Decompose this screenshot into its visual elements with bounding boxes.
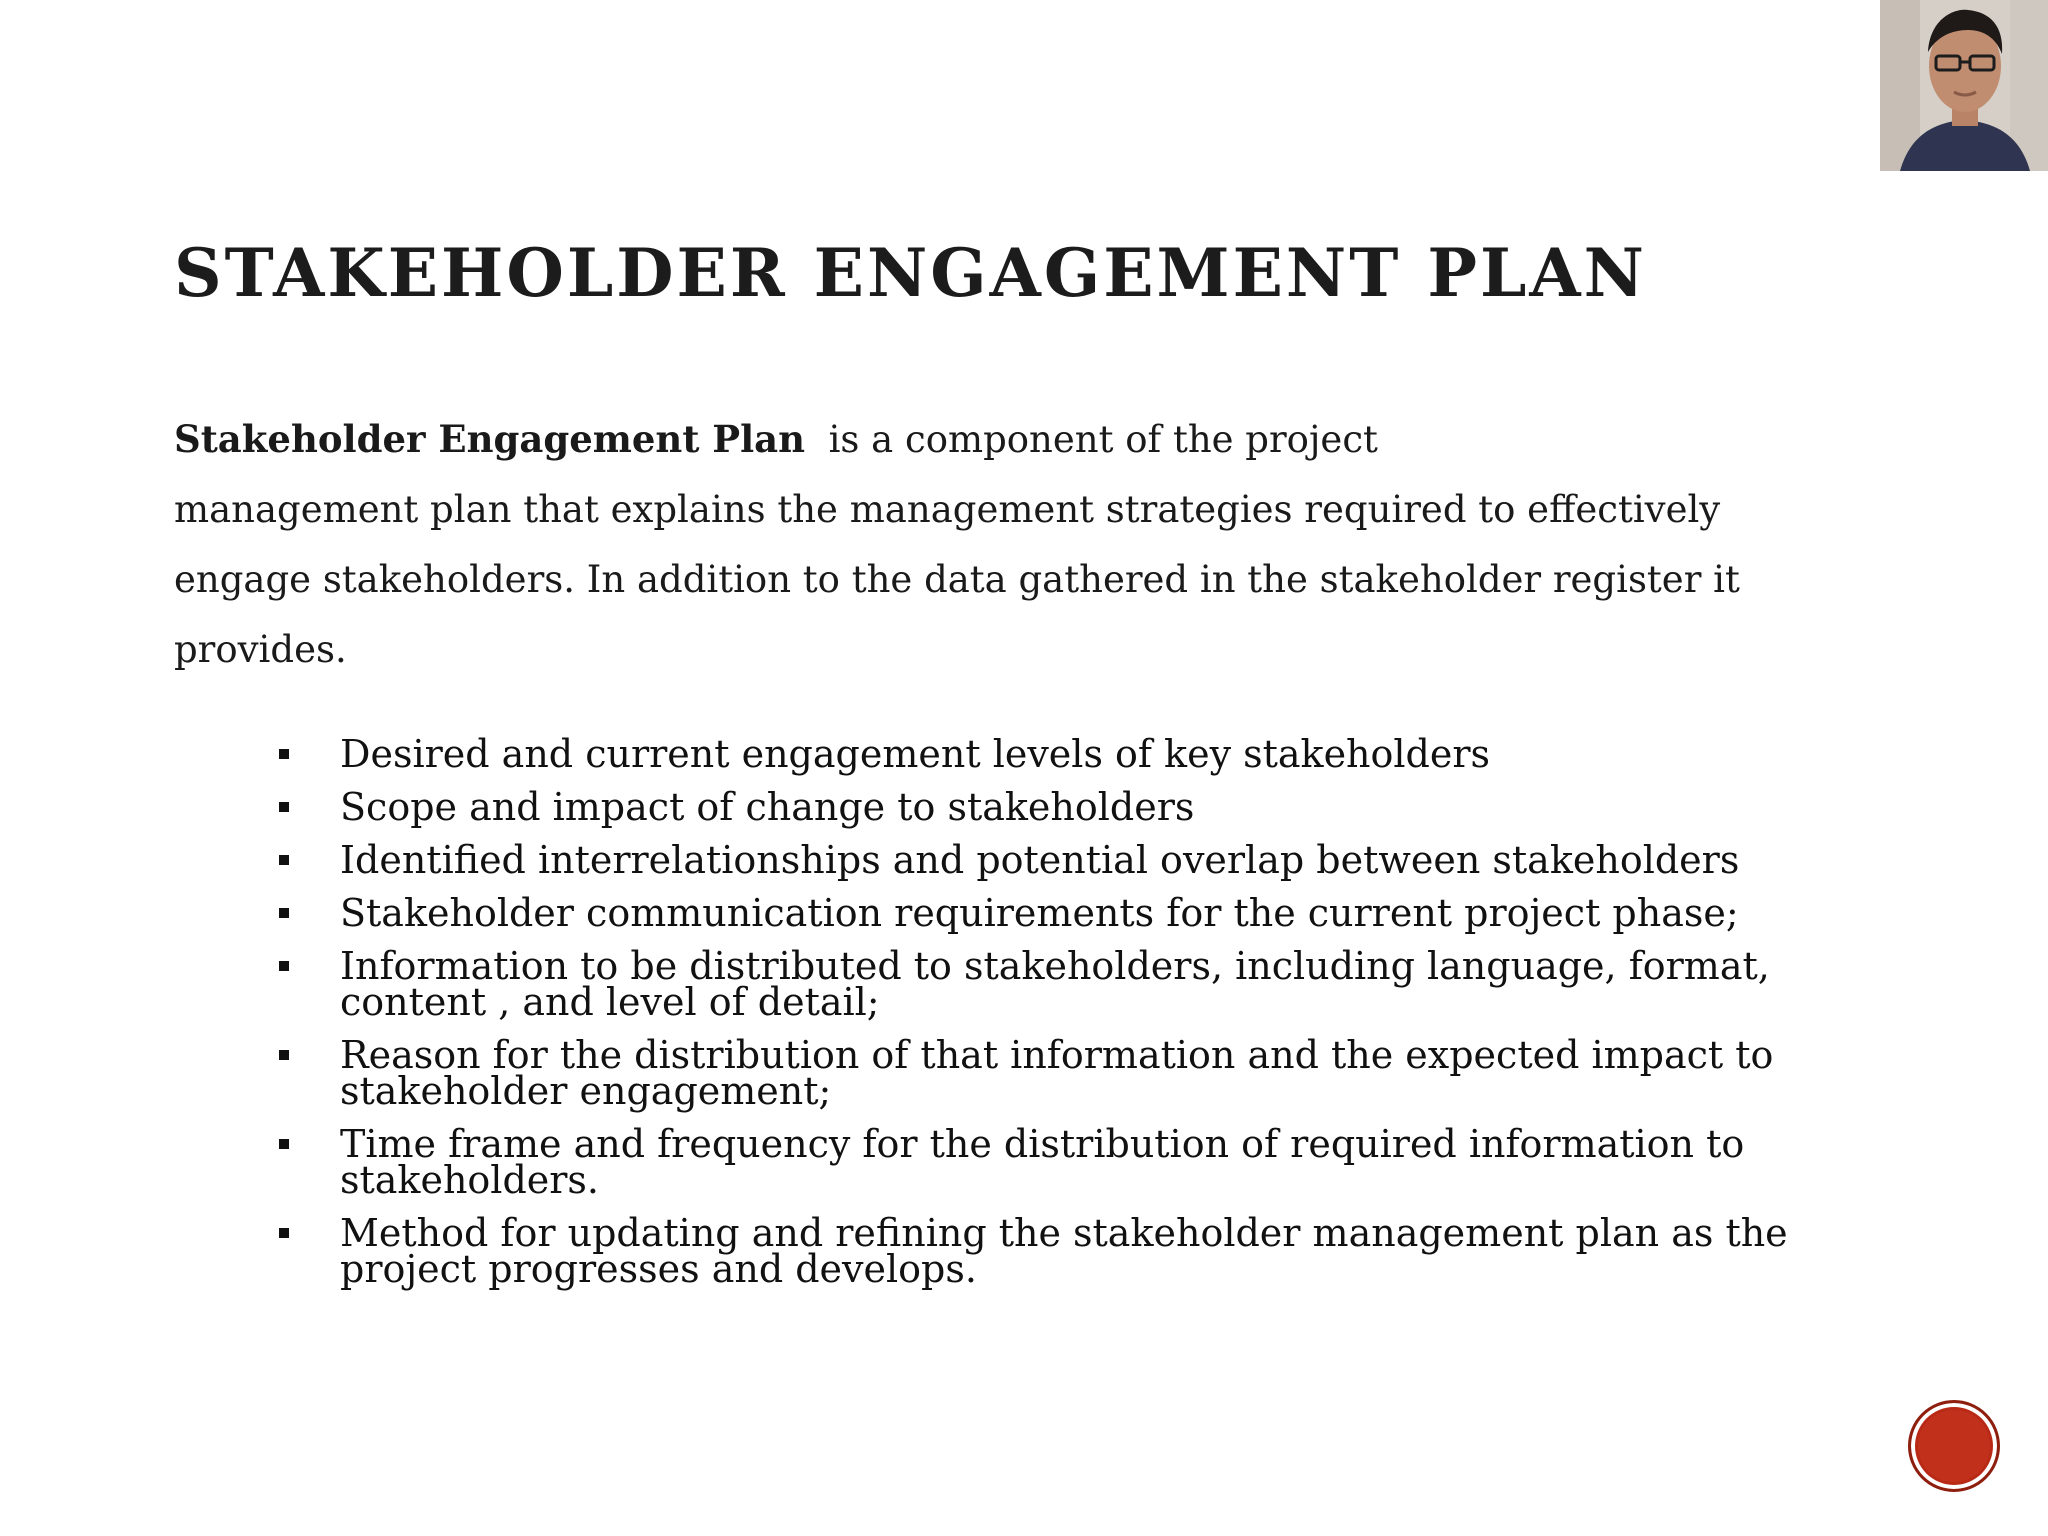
bullet-square-icon <box>279 749 289 759</box>
red-circle-button-icon[interactable] <box>1908 1400 2000 1492</box>
intro-paragraph <box>174 404 1824 685</box>
intro-line-3: engage stakeholders. In addition to the data gathered in the stakeholder register it <box>174 558 1740 601</box>
intro-line-4: provides. <box>174 628 347 671</box>
bullet-text: Information to be distributed to stakeholders, including language, format, <box>340 944 1770 988</box>
intro-term: Stakeholder Engagement Plan <box>174 417 806 461</box>
list-item <box>276 838 1836 882</box>
list-item <box>276 1122 1836 1202</box>
bullet-square-icon <box>279 855 289 865</box>
bullet-text-continued: stakeholder engagement; <box>340 1069 832 1113</box>
bullet-square-icon <box>279 908 289 918</box>
bullet-square-icon <box>279 1050 289 1060</box>
bullet-text: Reason for the distribution of that information and the expected impact to <box>340 1033 1774 1077</box>
list-item <box>276 785 1836 829</box>
list-item <box>276 1211 1836 1291</box>
bullet-square-icon <box>279 961 289 971</box>
intro-line-1-rest: is a component of the project <box>805 418 1378 461</box>
bullet-text: Stakeholder communication requirements for the current project phase; <box>340 891 1739 935</box>
slide-title: STAKEHOLDER ENGAGEMENT PLAN <box>174 234 1647 312</box>
bullet-square-icon <box>279 1228 289 1238</box>
bullet-text-continued: content , and level of detail; <box>340 980 880 1024</box>
intro-line-1 <box>174 404 1824 475</box>
bullet-text: Scope and impact of change to stakeholders <box>340 785 1195 829</box>
bullet-text: Time frame and frequency for the distribution of required information to <box>340 1122 1745 1166</box>
bullet-text-continued: project progresses and develops. <box>340 1247 977 1291</box>
bullet-text: Desired and current engagement levels of key stakeholders <box>340 732 1491 776</box>
bullet-square-icon <box>279 1139 289 1149</box>
bullet-square-icon <box>279 802 289 812</box>
bullet-text: Identified interrelationships and potential overlap between stakeholders <box>340 838 1740 882</box>
bullet-list <box>276 732 1836 1304</box>
bullet-text: Method for updating and refining the stakeholder management plan as the <box>340 1211 1788 1255</box>
list-item <box>276 732 1836 776</box>
list-item <box>276 1033 1836 1113</box>
list-item <box>276 891 1836 935</box>
presenter-video-icon <box>1880 0 2048 171</box>
list-item <box>276 944 1836 1024</box>
bullet-text-continued: stakeholders. <box>340 1158 600 1202</box>
intro-line-2: management plan that explains the management strategies required to effectively <box>174 488 1721 531</box>
